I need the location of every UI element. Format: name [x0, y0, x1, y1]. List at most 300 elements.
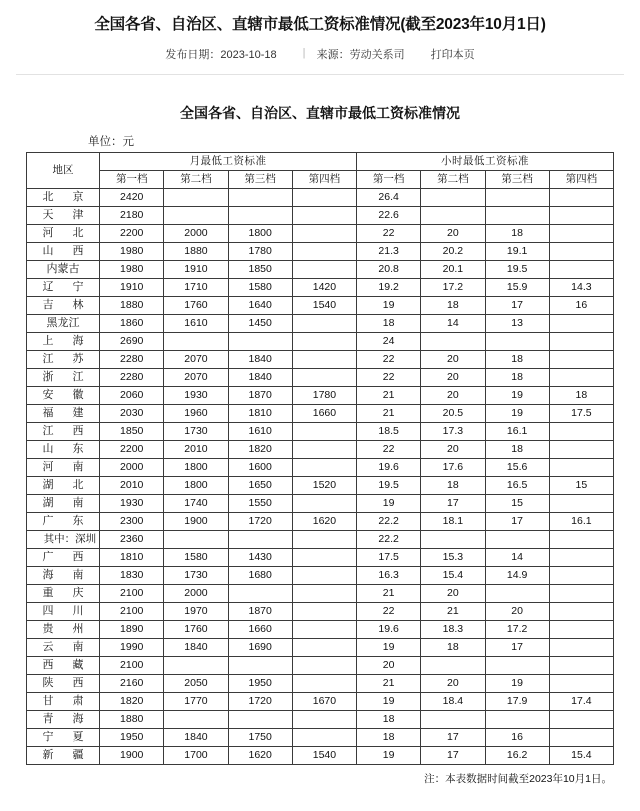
table-row: [27, 458, 614, 476]
print-page-link[interactable]: 打印本页: [430, 48, 475, 61]
table-cell-monthly-tier-2: [164, 188, 228, 206]
table-row: [27, 206, 614, 224]
table-cell-hourly-tier-1: 16.3: [357, 566, 421, 584]
table-cell-region: 青 海: [27, 710, 100, 728]
divider-glyph: |: [302, 46, 306, 59]
table-cell-hourly-tier-4: [549, 566, 613, 584]
table-cell-hourly-tier-2: [421, 710, 485, 728]
table-cell-monthly-tier-3: 1810: [228, 404, 292, 422]
table-row: [27, 260, 614, 278]
table-cell-hourly-tier-3: 17.2: [485, 620, 549, 638]
table-cell-hourly-tier-4: [549, 638, 613, 656]
table-row: [27, 548, 614, 566]
table-row: [27, 368, 614, 386]
table-cell-hourly-tier-4: 15.4: [549, 746, 613, 764]
table-cell-monthly-tier-2: 1900: [164, 512, 228, 530]
table-cell-monthly-tier-1: 1880: [100, 296, 164, 314]
table-cell-hourly-tier-3: 15.6: [485, 458, 549, 476]
table-row: [27, 350, 614, 368]
table-cell-hourly-tier-2: [421, 206, 485, 224]
table-cell-hourly-tier-3: 15: [485, 494, 549, 512]
table-cell-hourly-tier-1: 22: [357, 602, 421, 620]
table-row: [27, 620, 614, 638]
table-row: [27, 332, 614, 350]
table-cell-hourly-tier-4: 15: [549, 476, 613, 494]
table-cell-hourly-tier-2: 20: [421, 674, 485, 692]
table-cell-monthly-tier-4: [292, 566, 356, 584]
table-cell-hourly-tier-2: 17.3: [421, 422, 485, 440]
table-cell-monthly-tier-4: [292, 728, 356, 746]
table-cell-hourly-tier-3: 17: [485, 638, 549, 656]
table-cell-region: 天 津: [27, 206, 100, 224]
table-cell-hourly-tier-3: 18: [485, 224, 549, 242]
table-cell-region: 江 西: [27, 422, 100, 440]
table-cell-hourly-tier-3: 17.9: [485, 692, 549, 710]
table-cell-hourly-tier-4: 18: [549, 386, 613, 404]
table-cell-monthly-tier-3: 1690: [228, 638, 292, 656]
table-cell-hourly-tier-1: 22: [357, 350, 421, 368]
table-cell-monthly-tier-4: [292, 638, 356, 656]
table-cell-monthly-tier-3: 1780: [228, 242, 292, 260]
table-cell-monthly-tier-1: 1950: [100, 728, 164, 746]
source-text: 来源：劳动关系司: [316, 48, 405, 61]
table-head-tier-row: [27, 170, 614, 188]
table-cell-monthly-tier-3: 1950: [228, 674, 292, 692]
table-cell-hourly-tier-3: [485, 584, 549, 602]
table-cell-hourly-tier-3: 18: [485, 350, 549, 368]
table-cell-monthly-tier-1: 2100: [100, 602, 164, 620]
table-cell-region: 湖 北: [27, 476, 100, 494]
table-cell-monthly-tier-2: 1760: [164, 296, 228, 314]
table-cell-monthly-tier-4: [292, 602, 356, 620]
table-cell-hourly-tier-3: [485, 206, 549, 224]
table-cell-hourly-tier-1: 22.2: [357, 512, 421, 530]
column-group-hourly: 小时最低工资标准: [357, 152, 614, 170]
table-cell-region: 重 庆: [27, 584, 100, 602]
table-row: [27, 530, 614, 548]
table-cell-monthly-tier-2: 1740: [164, 494, 228, 512]
table-cell-monthly-tier-2: 1730: [164, 422, 228, 440]
table-row: [27, 422, 614, 440]
table-cell-hourly-tier-2: 20: [421, 368, 485, 386]
table-cell-hourly-tier-2: 18: [421, 638, 485, 656]
table-cell-hourly-tier-1: 22: [357, 440, 421, 458]
table-cell-monthly-tier-4: 1520: [292, 476, 356, 494]
table-cell-hourly-tier-3: [485, 710, 549, 728]
table-cell-monthly-tier-3: 1580: [228, 278, 292, 296]
table-cell-monthly-tier-4: [292, 584, 356, 602]
table-cell-region: 内蒙古: [27, 260, 100, 278]
table-cell-region: 上 海: [27, 332, 100, 350]
column-header-region: 地区: [27, 152, 100, 188]
table-cell-monthly-tier-3: 1550: [228, 494, 292, 512]
table-cell-hourly-tier-4: [549, 494, 613, 512]
table-cell-region: 山 西: [27, 242, 100, 260]
table-row: [27, 674, 614, 692]
table-cell-hourly-tier-3: 16.5: [485, 476, 549, 494]
table-cell-monthly-tier-4: [292, 530, 356, 548]
publish-date: 发布日期：2023-10-18: [165, 48, 277, 61]
column-header-hourly-tier-4: 第四档: [549, 170, 613, 188]
table-cell-region: 四 川: [27, 602, 100, 620]
table-cell-monthly-tier-1: 2000: [100, 458, 164, 476]
table-cell-hourly-tier-1: 26.4: [357, 188, 421, 206]
table-cell-monthly-tier-1: 1980: [100, 242, 164, 260]
table-cell-hourly-tier-4: 14.3: [549, 278, 613, 296]
table-row: [27, 386, 614, 404]
table-cell-monthly-tier-2: 1800: [164, 476, 228, 494]
table-cell-hourly-tier-2: [421, 332, 485, 350]
table-cell-hourly-tier-1: 19.5: [357, 476, 421, 494]
table-cell-hourly-tier-3: 16.2: [485, 746, 549, 764]
table-cell-hourly-tier-4: [549, 332, 613, 350]
table-cell-hourly-tier-3: 16.1: [485, 422, 549, 440]
table-cell-monthly-tier-4: [292, 656, 356, 674]
table-cell-monthly-tier-1: 1880: [100, 710, 164, 728]
table-cell-monthly-tier-1: 2010: [100, 476, 164, 494]
table-cell-hourly-tier-3: 19: [485, 404, 549, 422]
table-cell-monthly-tier-2: 1840: [164, 638, 228, 656]
table-cell-monthly-tier-4: 1620: [292, 512, 356, 530]
table-cell-hourly-tier-3: 19: [485, 386, 549, 404]
table-cell-region: 安 徽: [27, 386, 100, 404]
table-cell-hourly-tier-4: [549, 188, 613, 206]
table-cell-hourly-tier-3: 14.9: [485, 566, 549, 584]
table-cell-monthly-tier-3: 1720: [228, 692, 292, 710]
table-cell-monthly-tier-2: 1960: [164, 404, 228, 422]
table-cell-hourly-tier-1: 21: [357, 674, 421, 692]
table-cell-monthly-tier-1: 2060: [100, 386, 164, 404]
table-cell-region: 其中：深圳: [27, 530, 100, 548]
table-cell-monthly-tier-2: 1730: [164, 566, 228, 584]
table-cell-region: 江 苏: [27, 350, 100, 368]
table-cell-hourly-tier-4: [549, 674, 613, 692]
table-cell-region: 北 京: [27, 188, 100, 206]
table-cell-region: 河 北: [27, 224, 100, 242]
table-cell-hourly-tier-4: [549, 548, 613, 566]
table-row: [27, 494, 614, 512]
table-cell-monthly-tier-1: 1900: [100, 746, 164, 764]
table-cell-hourly-tier-2: [421, 188, 485, 206]
table-cell-hourly-tier-4: [549, 584, 613, 602]
table-cell-monthly-tier-3: 1650: [228, 476, 292, 494]
table-cell-monthly-tier-4: [292, 260, 356, 278]
table-cell-monthly-tier-2: 2000: [164, 584, 228, 602]
table-cell-monthly-tier-3: 1680: [228, 566, 292, 584]
table-cell-hourly-tier-1: 17.5: [357, 548, 421, 566]
table-cell-hourly-tier-4: [549, 728, 613, 746]
table-cell-monthly-tier-3: 1430: [228, 548, 292, 566]
table-cell-hourly-tier-2: 18.4: [421, 692, 485, 710]
table-cell-hourly-tier-3: [485, 656, 549, 674]
table-cell-monthly-tier-2: 1610: [164, 314, 228, 332]
table-row: [27, 512, 614, 530]
table-cell-hourly-tier-4: 16: [549, 296, 613, 314]
table-cell-monthly-tier-2: 1880: [164, 242, 228, 260]
table-row: [27, 584, 614, 602]
table-cell-monthly-tier-1: 2360: [100, 530, 164, 548]
table-row: [27, 746, 614, 764]
table-cell-hourly-tier-2: [421, 656, 485, 674]
table-cell-monthly-tier-1: 1860: [100, 314, 164, 332]
table-cell-monthly-tier-2: 1760: [164, 620, 228, 638]
table-cell-hourly-tier-1: 22.2: [357, 530, 421, 548]
table-cell-region: 西 藏: [27, 656, 100, 674]
table-cell-monthly-tier-4: [292, 494, 356, 512]
table-cell-region: 广 东: [27, 512, 100, 530]
table-cell-hourly-tier-4: [549, 656, 613, 674]
table-cell-monthly-tier-4: [292, 242, 356, 260]
table-cell-region: 广 西: [27, 548, 100, 566]
table-cell-monthly-tier-1: 2280: [100, 350, 164, 368]
table-cell-hourly-tier-3: 15.9: [485, 278, 549, 296]
table-cell-hourly-tier-1: 20: [357, 656, 421, 674]
table-cell-monthly-tier-2: [164, 206, 228, 224]
table-cell-monthly-tier-2: 1970: [164, 602, 228, 620]
table-cell-hourly-tier-2: 15.3: [421, 548, 485, 566]
table-cell-monthly-tier-1: 2280: [100, 368, 164, 386]
table-cell-hourly-tier-3: 17: [485, 512, 549, 530]
table-cell-region: 黑龙江: [27, 314, 100, 332]
table-cell-hourly-tier-3: 19.1: [485, 242, 549, 260]
table-cell-monthly-tier-3: 1870: [228, 602, 292, 620]
table-row: [27, 404, 614, 422]
table-cell-hourly-tier-4: 17.5: [549, 404, 613, 422]
table-cell-hourly-tier-1: 22: [357, 224, 421, 242]
table-cell-monthly-tier-2: 1930: [164, 386, 228, 404]
table-cell-hourly-tier-4: [549, 422, 613, 440]
table-cell-monthly-tier-4: [292, 188, 356, 206]
column-header-hourly-tier-3: 第三档: [485, 170, 549, 188]
table-cell-hourly-tier-4: [549, 224, 613, 242]
table-cell-region: 新 疆: [27, 746, 100, 764]
table-cell-monthly-tier-4: [292, 710, 356, 728]
table-cell-monthly-tier-4: 1780: [292, 386, 356, 404]
table-cell-hourly-tier-1: 21: [357, 584, 421, 602]
table-cell-hourly-tier-1: 18: [357, 314, 421, 332]
table-cell-hourly-tier-3: 14: [485, 548, 549, 566]
table-cell-hourly-tier-2: 20.5: [421, 404, 485, 422]
table-cell-monthly-tier-3: [228, 656, 292, 674]
table-cell-monthly-tier-1: 2100: [100, 656, 164, 674]
table-cell-monthly-tier-2: 1840: [164, 728, 228, 746]
table-cell-monthly-tier-3: 1720: [228, 512, 292, 530]
table-cell-hourly-tier-1: 19: [357, 692, 421, 710]
table-cell-monthly-tier-3: [228, 530, 292, 548]
table-cell-monthly-tier-2: [164, 530, 228, 548]
table-row: [27, 188, 614, 206]
table-row: [27, 602, 614, 620]
table-cell-hourly-tier-4: 17.4: [549, 692, 613, 710]
table-cell-hourly-tier-1: 19: [357, 746, 421, 764]
table-cell-hourly-tier-1: 19.2: [357, 278, 421, 296]
table-cell-monthly-tier-1: 1810: [100, 548, 164, 566]
table-cell-hourly-tier-3: [485, 530, 549, 548]
document-meta: [0, 36, 640, 62]
table-cell-hourly-tier-3: 16: [485, 728, 549, 746]
table-row: [27, 440, 614, 458]
source-label: [303, 46, 405, 62]
table-cell-hourly-tier-2: 18.1: [421, 512, 485, 530]
table-cell-monthly-tier-2: 2050: [164, 674, 228, 692]
table-cell-monthly-tier-2: 2070: [164, 350, 228, 368]
table-cell-hourly-tier-3: [485, 332, 549, 350]
table-row: [27, 476, 614, 494]
table-row: [27, 278, 614, 296]
table-container: [0, 152, 640, 765]
table-cell-hourly-tier-3: 13: [485, 314, 549, 332]
table-cell-hourly-tier-1: 21: [357, 386, 421, 404]
table-cell-monthly-tier-4: [292, 440, 356, 458]
table-cell-monthly-tier-2: 2070: [164, 368, 228, 386]
column-header-hourly-tier-2: 第二档: [421, 170, 485, 188]
table-cell-hourly-tier-2: 20: [421, 350, 485, 368]
table-cell-hourly-tier-1: 19: [357, 296, 421, 314]
table-cell-monthly-tier-3: 1750: [228, 728, 292, 746]
table-cell-monthly-tier-1: 2030: [100, 404, 164, 422]
table-cell-hourly-tier-4: [549, 314, 613, 332]
table-cell-hourly-tier-1: 21.3: [357, 242, 421, 260]
table-cell-monthly-tier-3: [228, 584, 292, 602]
table-cell-hourly-tier-1: 19.6: [357, 620, 421, 638]
minimum-wage-table: [26, 152, 614, 765]
table-cell-monthly-tier-1: 2300: [100, 512, 164, 530]
table-cell-monthly-tier-4: [292, 548, 356, 566]
table-cell-monthly-tier-4: [292, 368, 356, 386]
table-cell-region: 吉 林: [27, 296, 100, 314]
table-cell-monthly-tier-3: [228, 332, 292, 350]
table-cell-hourly-tier-4: [549, 458, 613, 476]
table-cell-hourly-tier-2: 20: [421, 584, 485, 602]
table-row: [27, 566, 614, 584]
table-title: 全国各省、自治区、直辖市最低工资标准情况: [180, 104, 460, 121]
table-cell-hourly-tier-2: 17: [421, 494, 485, 512]
column-header-monthly-tier-3: 第三档: [228, 170, 292, 188]
table-cell-monthly-tier-3: 1660: [228, 620, 292, 638]
table-cell-hourly-tier-4: [549, 440, 613, 458]
table-cell-monthly-tier-4: [292, 620, 356, 638]
table-row: [27, 224, 614, 242]
table-cell-monthly-tier-1: 1830: [100, 566, 164, 584]
table-cell-region: 宁 夏: [27, 728, 100, 746]
table-row: [27, 728, 614, 746]
table-cell-region: 陕 西: [27, 674, 100, 692]
table-cell-monthly-tier-3: [228, 188, 292, 206]
table-cell-monthly-tier-2: 1580: [164, 548, 228, 566]
table-cell-monthly-tier-3: 1840: [228, 350, 292, 368]
table-cell-monthly-tier-1: 1910: [100, 278, 164, 296]
table-cell-monthly-tier-1: 2160: [100, 674, 164, 692]
table-cell-monthly-tier-2: 1710: [164, 278, 228, 296]
table-cell-monthly-tier-1: 1890: [100, 620, 164, 638]
table-cell-monthly-tier-1: 1820: [100, 692, 164, 710]
table-cell-hourly-tier-4: [549, 602, 613, 620]
table-cell-hourly-tier-1: 21: [357, 404, 421, 422]
table-cell-region: 浙 江: [27, 368, 100, 386]
table-row: [27, 296, 614, 314]
table-cell-hourly-tier-4: 16.1: [549, 512, 613, 530]
table-body: [27, 188, 614, 764]
table-cell-hourly-tier-2: 17: [421, 746, 485, 764]
table-head-group-row: [27, 152, 614, 170]
table-cell-region: 云 南: [27, 638, 100, 656]
table-cell-hourly-tier-3: 18: [485, 440, 549, 458]
unit-label: 单位：元: [88, 135, 134, 148]
table-cell-hourly-tier-2: 18: [421, 476, 485, 494]
table-cell-hourly-tier-4: [549, 260, 613, 278]
table-cell-hourly-tier-2: 20: [421, 224, 485, 242]
table-cell-hourly-tier-2: 15.4: [421, 566, 485, 584]
table-cell-monthly-tier-4: [292, 350, 356, 368]
table-cell-hourly-tier-2: 18: [421, 296, 485, 314]
table-cell-hourly-tier-4: [549, 242, 613, 260]
table-cell-monthly-tier-2: 1910: [164, 260, 228, 278]
column-header-monthly-tier-1: 第一档: [100, 170, 164, 188]
table-cell-hourly-tier-2: 17.2: [421, 278, 485, 296]
table-row: [27, 692, 614, 710]
table-cell-hourly-tier-1: 18: [357, 728, 421, 746]
table-cell-hourly-tier-2: 18.3: [421, 620, 485, 638]
table-cell-hourly-tier-3: 20: [485, 602, 549, 620]
table-cell-hourly-tier-3: [485, 188, 549, 206]
table-cell-hourly-tier-1: 22.6: [357, 206, 421, 224]
table-cell-monthly-tier-2: [164, 656, 228, 674]
table-cell-hourly-tier-1: 18: [357, 710, 421, 728]
table-cell-monthly-tier-3: 1870: [228, 386, 292, 404]
table-cell-monthly-tier-2: [164, 710, 228, 728]
table-cell-monthly-tier-1: 2180: [100, 206, 164, 224]
table-cell-monthly-tier-4: 1540: [292, 746, 356, 764]
table-cell-monthly-tier-3: 1640: [228, 296, 292, 314]
table-cell-hourly-tier-2: 20.1: [421, 260, 485, 278]
table-cell-monthly-tier-2: 2000: [164, 224, 228, 242]
table-cell-monthly-tier-3: 1820: [228, 440, 292, 458]
table-cell-hourly-tier-4: [549, 368, 613, 386]
table-cell-hourly-tier-2: 17.6: [421, 458, 485, 476]
table-cell-hourly-tier-1: 19: [357, 638, 421, 656]
table-cell-hourly-tier-4: [549, 530, 613, 548]
table-cell-region: 河 南: [27, 458, 100, 476]
column-header-monthly-tier-2: 第二档: [164, 170, 228, 188]
table-cell-hourly-tier-3: 19.5: [485, 260, 549, 278]
table-cell-hourly-tier-3: 17: [485, 296, 549, 314]
table-cell-monthly-tier-1: 1850: [100, 422, 164, 440]
table-cell-hourly-tier-2: 21: [421, 602, 485, 620]
table-cell-region: 福 建: [27, 404, 100, 422]
table-cell-monthly-tier-1: 1980: [100, 260, 164, 278]
table-cell-monthly-tier-3: 1620: [228, 746, 292, 764]
table-cell-hourly-tier-2: 14: [421, 314, 485, 332]
table-cell-hourly-tier-1: 24: [357, 332, 421, 350]
table-cell-hourly-tier-4: [549, 206, 613, 224]
table-cell-hourly-tier-1: 18.5: [357, 422, 421, 440]
table-head: [27, 152, 614, 188]
table-cell-monthly-tier-3: 1610: [228, 422, 292, 440]
column-header-monthly-tier-4: 第四档: [292, 170, 356, 188]
table-cell-region: 贵 州: [27, 620, 100, 638]
table-cell-monthly-tier-4: [292, 422, 356, 440]
table-cell-monthly-tier-4: 1540: [292, 296, 356, 314]
page-title: 全国各省、自治区、直辖市最低工资标准情况(截至2023年10月1日): [94, 16, 546, 33]
table-cell-monthly-tier-1: 2100: [100, 584, 164, 602]
table-cell-region: 湖 南: [27, 494, 100, 512]
table-cell-monthly-tier-1: 2200: [100, 224, 164, 242]
table-cell-monthly-tier-1: 2420: [100, 188, 164, 206]
table-cell-monthly-tier-3: 1800: [228, 224, 292, 242]
table-cell-monthly-tier-1: 1990: [100, 638, 164, 656]
table-cell-hourly-tier-2: 17: [421, 728, 485, 746]
table-cell-monthly-tier-3: [228, 710, 292, 728]
